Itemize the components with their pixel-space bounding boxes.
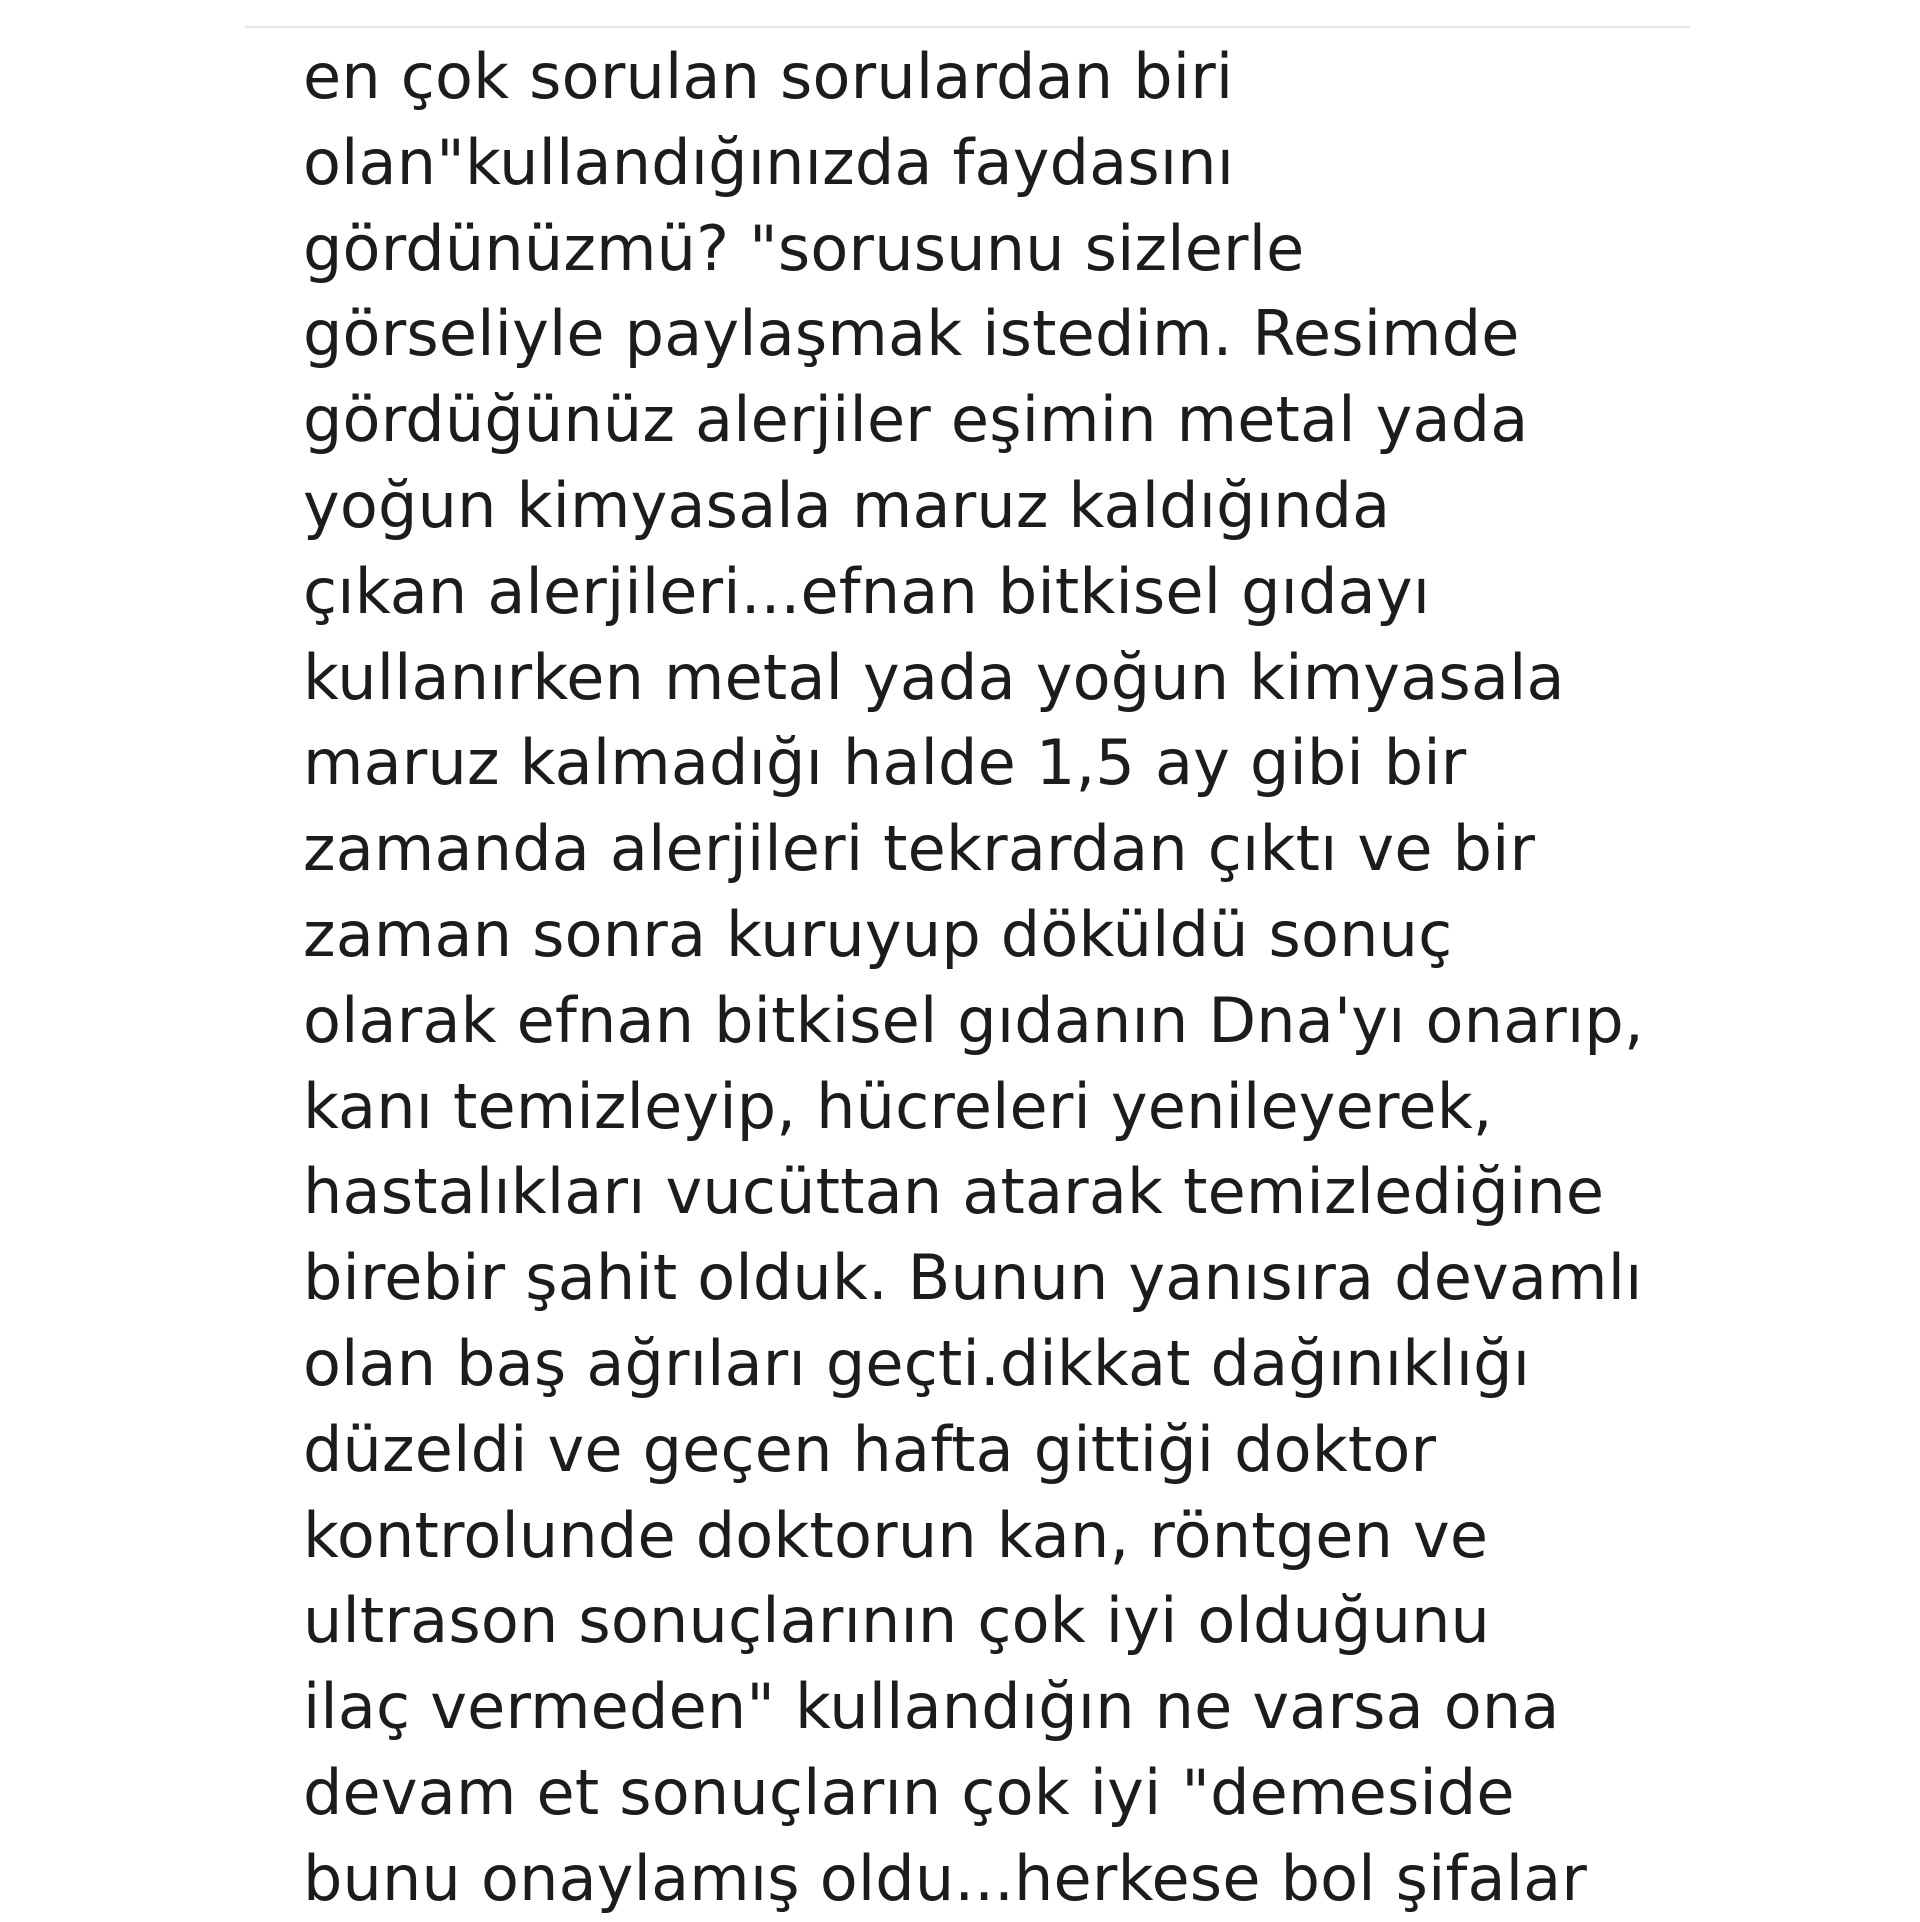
post-text-line: yoğun kimyasala maruz kaldığında <box>303 468 1391 542</box>
post-text-line: birebir şahit olduk. Bunun yanısıra devamlı <box>303 1241 1643 1315</box>
post-text-line: gördünüzmü? "sorusunu sizlerle <box>303 211 1305 285</box>
post-text-line: ilaç vermeden" kullandığın ne varsa ona <box>303 1670 1560 1744</box>
post-text <box>303 34 1703 1922</box>
post-text-line: hastalıkları vucüttan atarak temizlediğine <box>303 1155 1605 1229</box>
post-text-line: olan"kullandığınızda faydasını <box>303 125 1235 199</box>
post-text-line: görseliyle paylaşmak istedim. Resimde <box>303 297 1520 371</box>
post-text-line: kontrolunde doktorun kan, röntgen ve <box>303 1498 1489 1572</box>
post-text-line: düzeldi ve geçen hafta gittiği doktor <box>303 1412 1437 1486</box>
post-text-line: zamanda alerjileri tekrardan çıktı ve bir <box>303 812 1536 886</box>
top-divider <box>245 26 1690 28</box>
post-text-line: ultrason sonuçlarının çok iyi olduğunu <box>303 1584 1491 1658</box>
post-text-line: kanı temizleyip, hücreleri yenileyerek, <box>303 1069 1493 1143</box>
post-text-line: gördüğünüz alerjiler eşimin metal yada <box>303 383 1529 457</box>
post-text-line: zaman sonra kuruyup döküldü sonuç <box>303 897 1453 971</box>
post-text-line: olan baş ağrıları geçti.dikkat dağınıklığı <box>303 1326 1531 1400</box>
post-text-line: olarak efnan bitkisel gıdanın Dna'yı onarıp, <box>303 983 1644 1057</box>
post-text-line: en çok sorulan sorulardan biri <box>303 40 1234 113</box>
post-text-line: çıkan alerjileri...efnan bitkisel gıdayı <box>303 554 1431 628</box>
post-text-line: maruz kalmadığı halde 1,5 ay gibi bir <box>303 726 1467 800</box>
post-text-line: devam et sonuçların çok iyi "demeside <box>303 1755 1515 1829</box>
post-text-line: bunu onaylamış oldu...herkese bol şifalar <box>303 1841 1588 1915</box>
post-text-line: kullanırken metal yada yoğun kimyasala <box>303 640 1565 714</box>
